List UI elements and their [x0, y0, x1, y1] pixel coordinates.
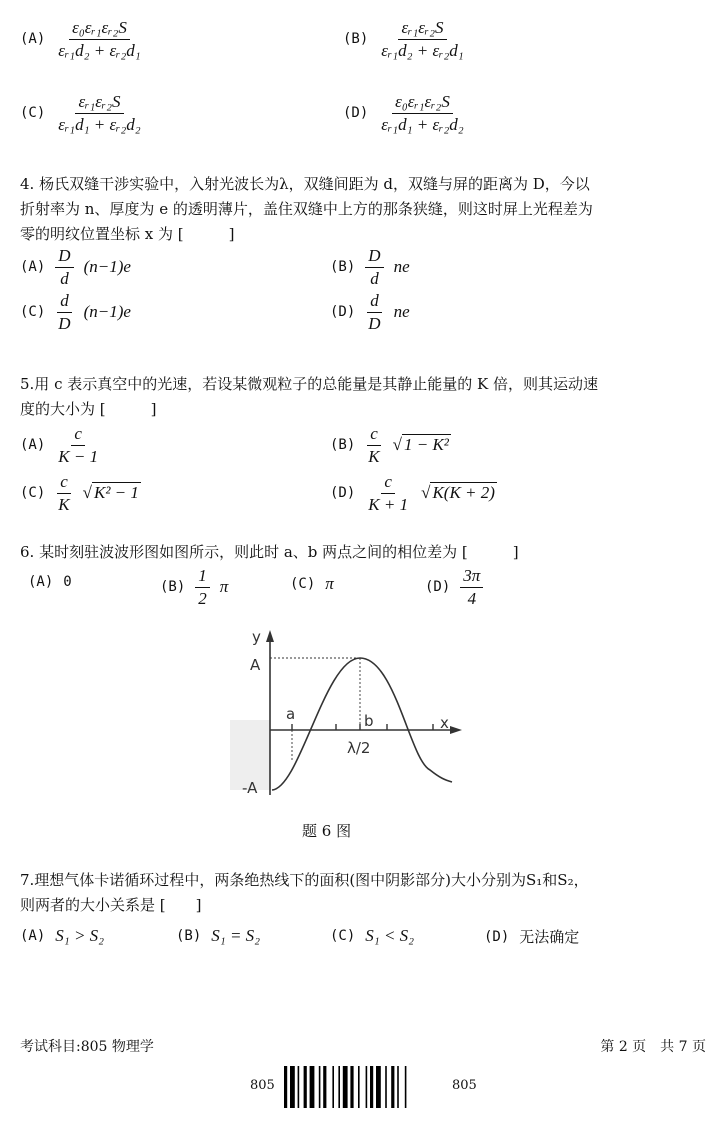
denominator: εᵣ₁d₁ + εᵣ₂d₂	[381, 114, 464, 134]
denominator: εᵣ₁d₂ + εᵣ₂d₁	[381, 40, 464, 60]
sqrt-argument: 1 − K²	[403, 435, 449, 455]
q3-option-a	[20, 18, 144, 60]
barcode-bar	[391, 1066, 394, 1108]
denominator: d	[370, 268, 379, 288]
numerator: D	[365, 246, 383, 268]
standing-wave-figure	[230, 620, 480, 820]
numerator: d	[367, 291, 382, 313]
numerator: εᵣ₁εᵣ₂S	[75, 92, 123, 114]
q6-option-b	[160, 566, 228, 608]
numerator: d	[57, 291, 72, 313]
denominator: K	[58, 494, 70, 514]
option-value: π	[325, 574, 334, 593]
question-text: 7.理想气体卡诺循环过程中，两条绝热线下的面积(图中阴影部分)大小分别为S₁和S₂，	[20, 871, 589, 889]
question-text: 度的大小为 [ ]	[20, 400, 157, 418]
formula-tail: (n−1)e	[83, 302, 131, 322]
numerator: ε₀εᵣ₁εᵣ₂S	[392, 92, 453, 114]
formula	[365, 291, 383, 333]
barcode-number-left: 805	[250, 1078, 275, 1093]
q4-option-d	[330, 291, 410, 333]
question-4	[20, 172, 593, 247]
x-label: x	[440, 714, 449, 732]
formula	[55, 472, 72, 514]
formula	[55, 291, 73, 333]
option-value: S₁ < S₂	[365, 926, 415, 945]
formula-tail: ne	[393, 302, 410, 322]
denominator: D	[368, 313, 381, 333]
barcode-bar	[338, 1066, 340, 1108]
option-label: (D)	[343, 105, 369, 122]
option-label: (D)	[330, 304, 356, 321]
wave-curve	[272, 658, 452, 790]
q5-option-a	[20, 424, 101, 466]
denominator: K − 1	[58, 446, 99, 466]
barcode-bar	[284, 1066, 287, 1108]
q5-option-b: (B) $\frac{c}{K}$ √ 1 − K²	[330, 424, 449, 466]
numerator: 1	[195, 566, 210, 588]
question-6: 6. 某时刻驻波波形图如图所示，则此时 a、b 两点之间的相位差为 [ ]	[20, 543, 519, 561]
formula	[378, 18, 466, 60]
option-label: (B)	[343, 31, 369, 48]
option-label: (A)	[20, 437, 46, 454]
question-5	[20, 372, 598, 422]
question-7	[20, 868, 589, 918]
option-label: (B)	[330, 259, 356, 276]
barcode-bar	[350, 1066, 353, 1108]
formula	[365, 246, 383, 288]
option-label: (A)	[20, 259, 46, 276]
numerator: c	[57, 472, 71, 494]
barcode-bar	[358, 1066, 360, 1108]
barcode-bar	[304, 1066, 307, 1108]
q6-option-a	[28, 574, 72, 590]
numerator: c	[367, 424, 381, 446]
q4-option-b	[330, 246, 410, 288]
q3-option-c	[20, 92, 144, 134]
formula	[365, 472, 411, 514]
option-label: (C)	[20, 304, 46, 321]
page-number: 第 2 页 共 7 页	[600, 1039, 706, 1055]
denominator: 4	[467, 588, 477, 608]
point-b-label: b	[364, 712, 374, 730]
q3-option-b	[343, 18, 467, 60]
option-value: 无法确定	[519, 928, 580, 946]
option-label: (A)	[20, 31, 46, 48]
q6-option-d	[425, 566, 483, 608]
denominator: D	[58, 313, 71, 333]
barcode-bar	[366, 1066, 368, 1108]
figure-caption: 题 6 图	[302, 822, 352, 840]
q4-option-a	[20, 246, 131, 288]
formula	[460, 566, 483, 608]
half-lambda-label: λ/2	[347, 739, 371, 757]
exam-subject: 考试科目:805 物理学	[20, 1039, 154, 1055]
denominator: K	[368, 446, 380, 466]
option-label: (C)	[330, 928, 356, 944]
barcode-number-right: 805	[452, 1078, 477, 1093]
denominator: d	[60, 268, 69, 288]
option-label: (C)	[290, 576, 316, 592]
question-text: 则两者的大小关系是 [ ]	[20, 896, 202, 914]
barcode-bar	[310, 1066, 315, 1108]
option-label: (D)	[484, 928, 510, 945]
numerator: 3π	[460, 566, 483, 588]
option-label: (C)	[20, 105, 46, 122]
option-label: (D)	[330, 485, 356, 502]
denominator: K + 1	[368, 494, 409, 514]
numerator: εᵣ₁εᵣ₂S	[398, 18, 446, 40]
barcode-bar	[332, 1066, 334, 1108]
option-label: (A)	[28, 574, 54, 590]
q5-option-d: (D) $\frac{c}{K + 1}$ √ K(K + 2)	[330, 472, 495, 514]
option-label: (D)	[425, 579, 451, 596]
question-text: 折射率为 n、厚度为 e 的透明薄片，盖住双缝中上方的那条狭缝，则这时屏上光程差为	[20, 200, 593, 218]
sqrt-argument: K(K + 2)	[432, 483, 495, 503]
y-label: y	[252, 628, 261, 646]
denominator: 2	[198, 588, 207, 608]
option-label: (A)	[20, 928, 46, 944]
q7-option-c	[330, 926, 414, 946]
q7-option-d	[484, 926, 579, 947]
neg-amplitude-label: -A	[242, 779, 258, 797]
numerator: c	[381, 472, 395, 494]
formula	[378, 92, 466, 134]
numerator: ε₀εᵣ₁εᵣ₂S	[69, 18, 130, 40]
barcode-bar	[298, 1066, 300, 1108]
x-arrow-icon	[450, 726, 462, 734]
formula-tail: π	[219, 577, 229, 597]
option-value: 0	[63, 574, 72, 590]
formula	[55, 18, 143, 60]
option-label: (B)	[330, 437, 356, 454]
barcode-bar	[370, 1066, 373, 1108]
option-label: (C)	[20, 485, 46, 502]
q7-option-a	[20, 926, 104, 946]
q4-option-c	[20, 291, 131, 333]
option-label: (B)	[160, 579, 186, 596]
sqrt-argument: K² − 1	[93, 483, 139, 503]
option-value: S₁ > S₂	[55, 926, 105, 945]
question-text: 4. 杨氏双缝干涉实验中，入射光波长为λ，双缝间距为 d，双缝与屏的距离为 D，今以	[20, 175, 590, 193]
formula	[55, 92, 143, 134]
barcode-bar	[323, 1066, 326, 1108]
question-text: 零的明纹位置坐标 x 为 [ ]	[20, 225, 235, 243]
barcode-bar	[397, 1066, 399, 1108]
numerator: D	[55, 246, 73, 268]
barcode-bar	[385, 1066, 387, 1108]
amplitude-label: A	[250, 656, 261, 674]
formula-tail: (n−1)e	[83, 257, 131, 277]
barcode-bar	[405, 1066, 407, 1108]
barcode-bar	[319, 1066, 321, 1108]
q5-option-c: (C) $\frac{c}{K}$ √ K² − 1	[20, 472, 139, 514]
point-a-label: a	[286, 705, 296, 723]
q7-option-b	[176, 926, 260, 946]
barcode	[284, 1066, 440, 1108]
q6-option-c	[290, 574, 334, 594]
formula	[55, 246, 73, 288]
barcode-bar	[376, 1066, 381, 1108]
numerator: c	[71, 424, 85, 446]
q3-option-d	[343, 92, 467, 134]
question-text: 5.用 c 表示真空中的光速，若设某微观粒子的总能量是其静止能量的 K 倍，则其运动速	[20, 375, 598, 393]
option-value: S₁ = S₂	[211, 926, 261, 945]
formula	[195, 566, 210, 608]
formula	[365, 424, 382, 466]
formula	[55, 424, 101, 466]
y-arrow-icon	[266, 630, 274, 642]
option-label: (B)	[176, 928, 202, 944]
denominator: εᵣ₁d₂ + εᵣ₂d₁	[58, 40, 141, 60]
formula-tail: ne	[393, 257, 410, 277]
barcode-bar	[343, 1066, 348, 1108]
denominator: εᵣ₁d₁ + εᵣ₂d₂	[58, 114, 141, 134]
barcode-bar	[290, 1066, 295, 1108]
